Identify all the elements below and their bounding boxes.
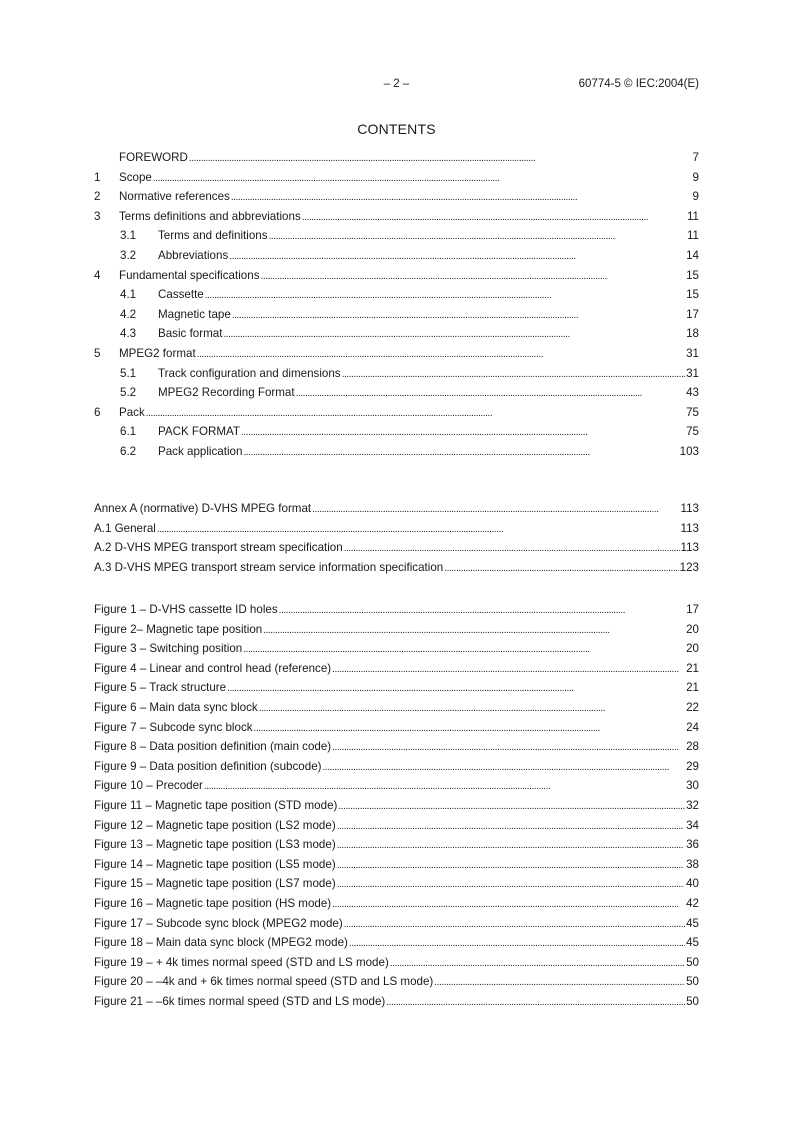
toc-entry-number: 4	[94, 268, 101, 282]
toc-entry[interactable]	[94, 422, 699, 442]
dot-leader	[269, 226, 686, 246]
dot-leader	[332, 659, 685, 679]
toc-entry[interactable]	[94, 639, 699, 659]
dot-leader	[338, 796, 685, 816]
dot-leader	[332, 894, 685, 914]
toc-entry-label: Figure 20 – –4k and + 6k times normal speed (STD and LS mode)	[94, 975, 434, 989]
toc-entry-label: Figure 19 – + 4k times normal speed (STD and LS mode)	[94, 955, 389, 969]
toc-entry-label: Figure 13 – Magnetic tape position (LS3 mode)	[94, 838, 336, 852]
toc-entry[interactable]	[94, 207, 699, 227]
toc-entry[interactable]	[94, 855, 699, 875]
toc-entry-page: 75	[686, 405, 699, 419]
toc-entry-number: 3.2	[120, 248, 137, 262]
toc-entry-page: 113	[680, 541, 699, 555]
toc-entry-page: 50	[686, 975, 699, 989]
toc-entry-number: 4.2	[120, 307, 137, 321]
toc-entry-page: 45	[686, 916, 699, 930]
toc-entry-label: MPEG2 format	[119, 346, 196, 360]
dot-leader	[337, 874, 685, 894]
dot-leader	[229, 246, 685, 266]
toc-entry-page: 32	[686, 798, 699, 812]
toc-entry-page: 103	[679, 444, 699, 458]
toc-entry[interactable]	[94, 403, 699, 423]
toc-entry-page: 123	[679, 560, 699, 574]
toc-entry-page: 17	[686, 603, 699, 616]
toc-entry-page: 113	[680, 502, 699, 515]
dot-leader	[153, 168, 692, 188]
dot-leader	[157, 519, 680, 539]
dot-leader	[390, 953, 685, 973]
toc-entry-page: 30	[686, 779, 699, 793]
dot-leader	[227, 678, 685, 698]
dot-leader	[146, 403, 685, 423]
toc-entry[interactable]	[94, 698, 699, 718]
toc-entry[interactable]	[94, 776, 699, 796]
toc-entry-page: 38	[686, 857, 699, 871]
toc-entry[interactable]	[94, 953, 699, 973]
toc-entry-label: FOREWORD	[119, 151, 188, 164]
toc-entry-page: 29	[686, 759, 699, 773]
contents-title: CONTENTS	[357, 121, 436, 137]
toc-entry[interactable]	[94, 718, 699, 738]
dot-leader	[296, 383, 685, 403]
document-id: 60774-5 © IEC:2004(E)	[578, 78, 699, 90]
toc-entry-label: Figure 9 – Data position definition (subcode)	[94, 759, 322, 773]
dot-leader	[232, 305, 685, 325]
toc-entry-page: 31	[686, 366, 699, 380]
toc-entry-label: Scope	[119, 170, 152, 184]
dot-leader	[337, 816, 685, 836]
toc-entry[interactable]	[94, 600, 699, 620]
toc-entry-label: PACK FORMAT	[158, 425, 241, 439]
toc-entry-label: Terms definitions and abbreviations	[119, 209, 301, 223]
toc-entry[interactable]	[94, 519, 699, 539]
toc-entry-label: Figure 18 – Main data sync block (MPEG2 mode)	[94, 936, 348, 950]
toc-figures-list	[94, 600, 699, 1011]
toc-entry-label: A.3 D-VHS MPEG transport stream service information specification	[94, 560, 444, 574]
toc-entry[interactable]	[94, 226, 699, 246]
toc-entry-label: Figure 15 – Magnetic tape position (LS7 mode)	[94, 877, 336, 891]
toc-entry-label: Pack application	[158, 444, 243, 458]
toc-entry-number: 5	[94, 346, 101, 360]
toc-entry-number: 2	[94, 190, 101, 204]
toc-entry-page: 45	[686, 936, 699, 950]
toc-entry-label: Normative references	[119, 190, 230, 204]
toc-entry-page: 50	[686, 994, 699, 1008]
toc-entry[interactable]	[94, 914, 699, 934]
toc-entry-page: 40	[686, 877, 699, 891]
toc-entry[interactable]	[94, 992, 699, 1012]
toc-entry[interactable]	[94, 972, 699, 992]
dot-leader	[386, 992, 685, 1012]
toc-entry[interactable]	[94, 442, 699, 462]
toc-entry-label: Figure 2– Magnetic tape position	[94, 622, 263, 636]
toc-entry[interactable]	[94, 933, 699, 953]
dot-leader	[205, 285, 685, 305]
toc-entry-label: Track configuration and dimensions	[158, 366, 341, 380]
toc-entry-page: 31	[686, 346, 699, 360]
toc-entry-number: 6.2	[120, 444, 137, 458]
toc-entry-page: 28	[686, 740, 699, 754]
toc-entry[interactable]	[94, 874, 699, 894]
toc-entry[interactable]	[94, 558, 699, 578]
toc-entry[interactable]	[94, 344, 699, 364]
dot-leader	[263, 620, 685, 640]
toc-entry-page: 9	[692, 190, 699, 204]
toc-entry-number: 5.2	[120, 386, 137, 400]
toc-entry[interactable]	[94, 659, 699, 679]
dot-leader	[312, 499, 679, 519]
toc-entry-page: 24	[686, 720, 699, 734]
toc-entry-number: 4.1	[120, 288, 137, 302]
toc-entry-page: 11	[686, 229, 699, 243]
dot-leader	[344, 914, 685, 934]
toc-entry-page: 20	[686, 622, 699, 636]
toc-entry[interactable]	[94, 796, 699, 816]
toc-entry-page: 11	[686, 209, 699, 223]
toc-entry[interactable]	[94, 620, 699, 640]
dot-leader	[254, 718, 686, 738]
toc-entry-page: 50	[686, 955, 699, 969]
toc-entry-label: Figure 17 – Subcode sync block (MPEG2 mode)	[94, 916, 343, 930]
toc-entry-label: Figure 1 – D-VHS cassette ID holes	[94, 603, 278, 616]
toc-entry-number: 3	[94, 209, 101, 223]
toc-entry-page: 36	[686, 838, 699, 852]
toc-entry[interactable]	[94, 266, 699, 286]
dot-leader	[349, 933, 685, 953]
toc-annex-list	[94, 499, 699, 577]
toc-entry-label: Pack	[119, 405, 145, 419]
dot-leader	[204, 776, 685, 796]
dot-leader	[342, 364, 686, 384]
toc-entry-label: Figure 8 – Data position definition (main code)	[94, 740, 332, 754]
dot-leader	[261, 266, 686, 286]
dot-leader	[243, 442, 678, 462]
toc-entry-label: Cassette	[158, 288, 204, 302]
toc-entry-number: 3.1	[120, 229, 137, 243]
toc-main-list	[94, 148, 699, 462]
dot-leader	[197, 344, 685, 364]
toc-entry-label: Figure 10 – Precoder	[94, 779, 203, 793]
toc-entry-page: 15	[686, 288, 699, 302]
toc-entry[interactable]	[94, 678, 699, 698]
toc-entry-page: 21	[686, 681, 699, 695]
toc-entry-label: MPEG2 Recording Format	[158, 386, 295, 400]
toc-entry-page: 14	[686, 248, 699, 262]
toc-entry-page: 17	[686, 307, 699, 321]
dot-leader	[231, 187, 692, 207]
dot-leader	[189, 148, 692, 168]
toc-entry-page: 18	[686, 327, 699, 341]
dot-leader	[302, 207, 686, 227]
toc-entry-label: Figure 16 – Magnetic tape position (HS mode)	[94, 896, 332, 910]
toc-entry-label: A.1 General	[94, 521, 156, 535]
toc-entry-label: A.2 D-VHS MPEG transport stream specification	[94, 541, 343, 555]
toc-entry[interactable]	[94, 285, 699, 305]
toc-entry[interactable]	[94, 383, 699, 403]
dot-leader	[344, 538, 680, 558]
toc-entry-page: 34	[686, 818, 699, 832]
toc-entry-label: Magnetic tape	[158, 307, 231, 321]
toc-entry[interactable]	[94, 894, 699, 914]
dot-leader	[337, 855, 685, 875]
toc-entry-page: 7	[692, 151, 699, 164]
dot-leader	[444, 558, 678, 578]
toc-entry-number: 6	[94, 405, 101, 419]
toc-entry-number: 1	[94, 170, 101, 184]
toc-entry[interactable]	[94, 246, 699, 266]
page-header	[94, 78, 699, 94]
toc-entry[interactable]	[94, 816, 699, 836]
toc-entry[interactable]	[94, 538, 699, 558]
toc-entry-label: Figure 5 – Track structure	[94, 681, 227, 695]
toc-entry[interactable]	[94, 835, 699, 855]
toc-entry-page: 20	[686, 642, 699, 656]
toc-entry-page: 75	[686, 425, 699, 439]
toc-entry[interactable]	[94, 324, 699, 344]
toc-entry-page: 22	[686, 700, 699, 714]
dot-leader	[241, 422, 685, 442]
toc-entry-page: 15	[686, 268, 699, 282]
dot-leader	[243, 639, 685, 659]
toc-entry-label: Figure 7 – Subcode sync block	[94, 720, 253, 734]
toc-entry-label: Abbreviations	[158, 248, 229, 262]
toc-entry-page: 42	[686, 896, 699, 910]
page-number: – 2 –	[383, 78, 410, 90]
toc-entry[interactable]	[94, 364, 699, 384]
toc-entry[interactable]	[94, 757, 699, 777]
toc-entry[interactable]	[94, 148, 699, 168]
toc-entry[interactable]	[94, 737, 699, 757]
toc-entry-label: Basic format	[158, 327, 223, 341]
toc-entry-page: 9	[692, 170, 699, 184]
toc-entry-label: Figure 4 – Linear and control head (reference)	[94, 661, 332, 675]
toc-entry-label: Fundamental specifications	[119, 268, 260, 282]
dot-leader	[434, 972, 685, 992]
dot-leader	[279, 600, 685, 620]
toc-entry-page: 43	[686, 386, 699, 400]
toc-entry-label: Terms and definitions	[158, 229, 268, 243]
toc-entry-label: Figure 21 – –6k times normal speed (STD and LS mode)	[94, 994, 386, 1008]
dot-leader	[223, 324, 685, 344]
toc-entry-label: Figure 6 – Main data sync block	[94, 700, 258, 714]
toc-entry[interactable]	[94, 187, 699, 207]
toc-entry-label: Figure 14 – Magnetic tape position (LS5 mode)	[94, 857, 336, 871]
toc-entry-label: Figure 3 – Switching position	[94, 642, 243, 656]
dot-leader	[323, 757, 686, 777]
toc-entry[interactable]	[94, 499, 699, 519]
toc-entry-number: 4.3	[120, 327, 137, 341]
dot-leader	[332, 737, 685, 757]
toc-entry[interactable]	[94, 305, 699, 325]
toc-entry-page: 21	[686, 661, 699, 675]
toc-entry-number: 5.1	[120, 366, 137, 380]
toc-entry-label: Annex A (normative) D-VHS MPEG format	[94, 502, 312, 515]
dot-leader	[337, 835, 685, 855]
dot-leader	[259, 698, 685, 718]
toc-entry-page: 113	[680, 521, 699, 535]
toc-entry-number: 6.1	[120, 425, 137, 439]
toc-entry-label: Figure 12 – Magnetic tape position (LS2 mode)	[94, 818, 336, 832]
toc-entry[interactable]	[94, 168, 699, 188]
toc-entry-label: Figure 11 – Magnetic tape position (STD mode)	[94, 798, 338, 812]
